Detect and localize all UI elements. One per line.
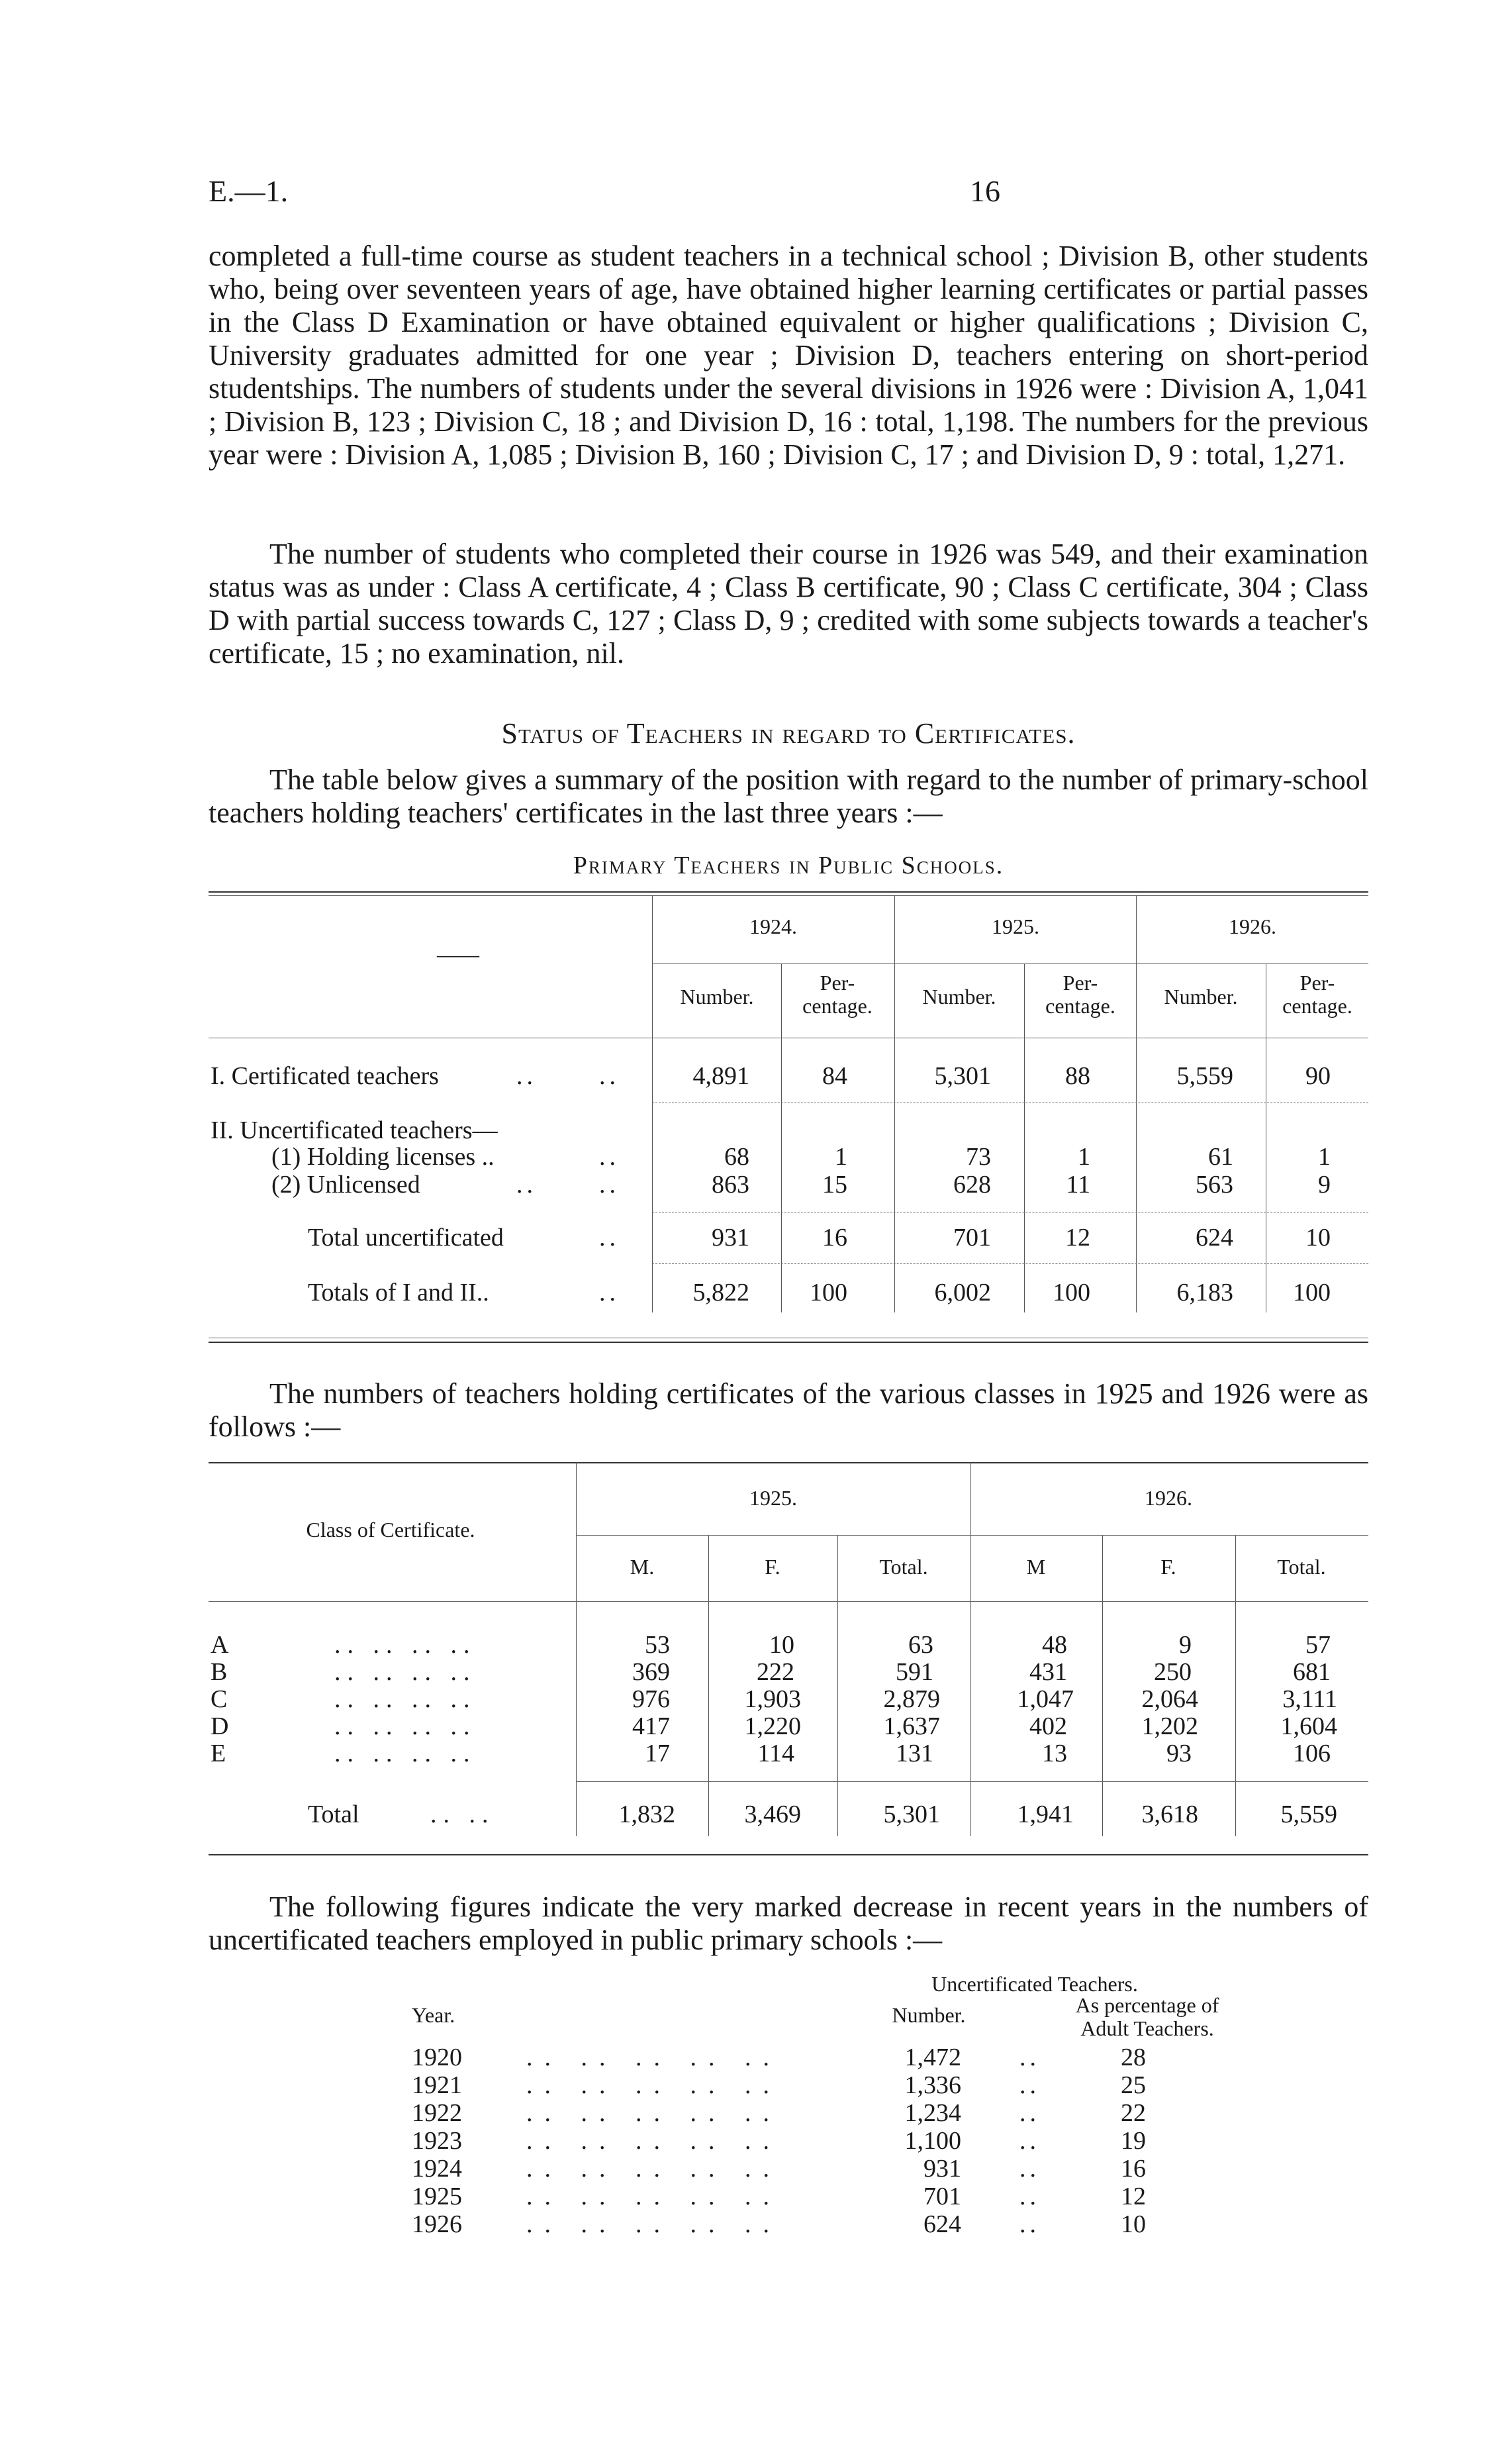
cell-value: 402 xyxy=(1029,1712,1067,1740)
table-bottom-rule xyxy=(209,1854,1368,1855)
row-year: 1922 xyxy=(412,2099,462,2127)
row-number: 1,234 xyxy=(904,2099,961,2127)
cell-value: 114 xyxy=(757,1740,794,1767)
cell-number: 6,183 xyxy=(1176,1279,1233,1306)
cell-value: 53 xyxy=(645,1631,670,1659)
cell-value: 250 xyxy=(1154,1658,1192,1686)
cell-value: 1,903 xyxy=(744,1685,801,1713)
row-year: 1921 xyxy=(412,2071,462,2099)
row-pct: 25 xyxy=(1121,2071,1146,2099)
leader-dots: .. xyxy=(599,1143,620,1171)
leader-dots: .. xyxy=(516,1171,537,1199)
col-pct-1925-line1: Per- xyxy=(1062,971,1098,995)
cell-pct: 15 xyxy=(822,1171,847,1199)
table-top-rule xyxy=(209,1462,1368,1463)
cell-number: 61 xyxy=(1208,1143,1233,1171)
cell-number: 5,822 xyxy=(692,1279,749,1306)
cell-number: 6,002 xyxy=(934,1279,991,1306)
page-number: 16 xyxy=(970,174,1000,208)
column-divider xyxy=(970,1462,971,1836)
year-header-1926: 1926. xyxy=(1145,1486,1192,1510)
row-number: 931 xyxy=(923,2155,961,2183)
stub-dash: —— xyxy=(437,942,479,966)
row-label-uncertificated: II. Uncertificated teachers— xyxy=(211,1116,498,1144)
leader-dots: .. .. .. .. .. xyxy=(526,2127,781,2155)
col-total-1925: Total. xyxy=(879,1555,928,1579)
cell-number: 931 xyxy=(712,1224,749,1252)
cell-value: 10 xyxy=(769,1631,794,1659)
cell-value: 3,111 xyxy=(1282,1685,1337,1713)
table-top-rule-inner xyxy=(209,895,1368,896)
header-bottom-rule xyxy=(209,1601,1368,1602)
document-reference: E.—1. xyxy=(209,174,289,208)
year-header-1925: 1925. xyxy=(749,1486,797,1510)
cell-value: 3,469 xyxy=(744,1800,801,1828)
col-number: Number. xyxy=(892,2003,966,2027)
leader-dots: .. xyxy=(1019,2044,1040,2071)
cell-pct: 90 xyxy=(1305,1062,1331,1090)
cell-value: 5,559 xyxy=(1280,1800,1337,1828)
row-label-holding-licenses: (1) Holding licenses .. xyxy=(271,1143,495,1171)
year-header-1926: 1926. xyxy=(1229,914,1276,938)
column-divider xyxy=(1235,1535,1236,1836)
row-year: 1923 xyxy=(412,2127,462,2155)
column-divider xyxy=(1024,963,1025,1312)
cell-pct: 100 xyxy=(1053,1279,1090,1306)
cell-number: 68 xyxy=(724,1143,749,1171)
col-number-1925: Number. xyxy=(922,985,996,1009)
cell-value: 93 xyxy=(1166,1740,1192,1767)
cell-value: 17 xyxy=(645,1740,670,1767)
cell-value: 3,618 xyxy=(1141,1800,1198,1828)
row-year: 1920 xyxy=(412,2044,462,2071)
col-number-1926: Number. xyxy=(1164,985,1238,1009)
leader-dots: .. xyxy=(599,1224,620,1252)
year-header-1925: 1925. xyxy=(992,914,1039,938)
leader-dots: .. xyxy=(1019,2127,1040,2155)
cell-value: 1,604 xyxy=(1280,1712,1337,1740)
cell-value: 13 xyxy=(1042,1740,1067,1767)
cell-number: 624 xyxy=(1196,1224,1233,1252)
cell-pct: 11 xyxy=(1066,1171,1090,1199)
col-year: Year. xyxy=(412,2003,455,2027)
cell-value: 48 xyxy=(1042,1631,1067,1659)
column-divider xyxy=(837,1535,838,1836)
col-f-1926: F. xyxy=(1160,1555,1176,1579)
col-pct-1926-line1: Per- xyxy=(1299,971,1335,995)
cell-number: 563 xyxy=(1196,1171,1233,1199)
cell-value: 2,879 xyxy=(883,1685,940,1713)
column-divider xyxy=(652,895,653,1312)
leader-dots: .. xyxy=(599,1062,620,1090)
col-pct-line1: As percentage of xyxy=(1075,1993,1219,2017)
leader-dots: .. .. xyxy=(430,1800,495,1828)
cell-value: 1,637 xyxy=(883,1712,940,1740)
col-class-of-certificate: Class of Certificate. xyxy=(306,1518,475,1542)
cell-value: 417 xyxy=(632,1712,670,1740)
cell-value: 1,941 xyxy=(1017,1800,1074,1828)
cell-pct: 9 xyxy=(1318,1171,1331,1199)
cell-value: 63 xyxy=(908,1631,933,1659)
row-label-class: C xyxy=(211,1685,228,1713)
leader-dots: .. xyxy=(1019,2183,1040,2210)
row-pct: 19 xyxy=(1121,2127,1146,2155)
cell-value: 369 xyxy=(632,1658,670,1686)
cell-pct: 100 xyxy=(810,1279,847,1306)
paragraph-divisions: completed a full-time course as student teachers in a technical school ; Division B, other students who, being over seventeen years of age, have obtained higher learning certificates or partial passes in the Class D Examination or have obtained equivalent or higher qualifications ; Division C, University graduates admitted for one year ; Division D, teachers entering on short-period studentships. The numbers of students under the several divisions in 1926 were : Division A, 1,041 ; Division B, 123 ; Division C, 18 ; and Division D, 16 : total, 1,198. The numbers for the previous year were : Division A, 1,085 ; Division B, 160 ; Division C, 17 ; and Division D, 9 : total, 1,271. xyxy=(209,240,1368,471)
column-divider xyxy=(576,1462,577,1836)
cell-pct: 16 xyxy=(822,1224,847,1252)
cell-value: 1,220 xyxy=(744,1712,801,1740)
leader-dots: .. .. .. .. .. xyxy=(526,2155,781,2183)
row-label-class: E xyxy=(211,1740,226,1767)
table-caption: Primary Teachers in Public Schools. xyxy=(573,852,1004,879)
row-number: 1,336 xyxy=(904,2071,961,2099)
section-heading: Status of Teachers in regard to Certificates. xyxy=(501,717,1076,750)
row-number: 1,472 xyxy=(904,2044,961,2071)
cell-pct: 88 xyxy=(1065,1062,1090,1090)
paragraph-decrease-intro: The following figures indicate the very marked decrease in recent years in the numbers of uncertificated teachers employed in public primary schools :— xyxy=(209,1891,1368,1956)
cell-value: 1,202 xyxy=(1141,1712,1198,1740)
row-number: 701 xyxy=(923,2183,961,2210)
cell-number: 4,891 xyxy=(692,1062,749,1090)
row-pct: 12 xyxy=(1121,2183,1146,2210)
cell-pct: 1 xyxy=(1318,1143,1331,1171)
col-total-1926: Total. xyxy=(1277,1555,1326,1579)
col-pct-1925-line2: centage. xyxy=(1045,994,1115,1018)
cell-value: 1,832 xyxy=(618,1800,675,1828)
col-f-1925: F. xyxy=(765,1555,780,1579)
col-m-1926: M xyxy=(1026,1555,1046,1579)
row-label-class: A xyxy=(211,1631,229,1659)
leader-dots: .. .. .. .. .. xyxy=(526,2210,781,2238)
leader-dots: .. xyxy=(1019,2099,1040,2127)
leader-dots: .. xyxy=(1019,2071,1040,2099)
paragraph-classes-intro: The numbers of teachers holding certificates of the various classes in 1925 and 1926 were as follows :— xyxy=(209,1377,1368,1443)
row-year: 1926 xyxy=(412,2210,462,2238)
cell-pct: 1 xyxy=(835,1143,847,1171)
row-label-class: D xyxy=(211,1712,229,1740)
cell-value: 222 xyxy=(757,1658,794,1686)
cell-number: 628 xyxy=(953,1171,991,1199)
cell-pct: 10 xyxy=(1305,1224,1331,1252)
row-number: 1,100 xyxy=(904,2127,961,2155)
cell-value: 106 xyxy=(1293,1740,1331,1767)
col-number-1924: Number. xyxy=(680,985,754,1009)
cell-value: 5,301 xyxy=(883,1800,940,1828)
leader-dots: .. xyxy=(599,1171,620,1199)
leader-dots: .. xyxy=(1019,2210,1040,2238)
cell-number: 5,301 xyxy=(934,1062,991,1090)
cell-value: 1,047 xyxy=(1017,1685,1074,1713)
column-divider xyxy=(708,1535,709,1836)
col-pct-1926-line2: centage. xyxy=(1282,994,1352,1018)
row-label-certificated: I. Certificated teachers xyxy=(211,1062,439,1090)
cell-pct: 12 xyxy=(1065,1224,1090,1252)
page-header xyxy=(209,173,1367,213)
row-year: 1924 xyxy=(412,2155,462,2183)
row-label-total-uncertificated: Total uncertificated xyxy=(308,1224,504,1252)
row-pct: 28 xyxy=(1121,2044,1146,2071)
column-divider xyxy=(894,895,895,1312)
leader-dots: .. .. .. .. xyxy=(334,1685,477,1713)
year-header-1924: 1924. xyxy=(749,914,797,938)
col-pct-1924-line2: centage. xyxy=(802,994,873,1018)
row-label-class: B xyxy=(211,1658,228,1686)
leader-dots: .. .. .. .. .. xyxy=(526,2099,781,2127)
row-number: 624 xyxy=(923,2210,961,2238)
cell-value: 591 xyxy=(896,1658,933,1686)
paragraph-examination-status: The number of students who completed their course in 1926 was 549, and their examination status was as under : Class A certificate, 4 ; Class B certificate, 90 ; Class C certificate, 304 ; Class D with partial success towards C, 127 ; Class D, 9 ; credited with some subjects towards a teacher's certificate, 15 ; no examination, nil. xyxy=(209,538,1368,669)
paragraph-table-intro: The table below gives a summary of the position with regard to the number of primary-school teachers holding teachers' certificates in the last three years :— xyxy=(209,764,1368,829)
row-pct: 22 xyxy=(1121,2099,1146,2127)
table-bottom-rule xyxy=(209,1342,1368,1343)
col-pct-1924-line1: Per- xyxy=(820,971,855,995)
leader-dots: .. .. .. .. xyxy=(334,1658,477,1686)
cell-number: 701 xyxy=(953,1224,991,1252)
cell-pct: 84 xyxy=(822,1062,847,1090)
row-rule xyxy=(652,1263,1368,1264)
column-divider xyxy=(1102,1535,1103,1836)
row-label-total: Total xyxy=(308,1800,359,1828)
leader-dots: .. xyxy=(1019,2155,1040,2183)
leader-dots: .. .. .. .. xyxy=(334,1631,477,1659)
leader-dots: .. .. .. .. xyxy=(334,1712,477,1740)
leader-dots: .. xyxy=(599,1279,620,1306)
column-divider xyxy=(781,963,782,1312)
cell-value: 2,064 xyxy=(1141,1685,1198,1713)
leader-dots: .. .. .. .. .. xyxy=(526,2071,781,2099)
leader-dots: .. .. .. .. xyxy=(334,1740,477,1767)
cell-pct: 100 xyxy=(1293,1279,1331,1306)
total-rule xyxy=(576,1781,1368,1782)
header-subrule xyxy=(576,1535,1368,1536)
leader-dots: .. .. .. .. .. xyxy=(526,2183,781,2210)
leader-dots: .. xyxy=(516,1062,537,1090)
cell-pct: 1 xyxy=(1078,1143,1090,1171)
cell-value: 9 xyxy=(1179,1631,1192,1659)
cell-value: 976 xyxy=(632,1685,670,1713)
cell-value: 131 xyxy=(896,1740,933,1767)
row-label-totals: Totals of I and II.. xyxy=(308,1279,489,1306)
cell-number: 73 xyxy=(966,1143,991,1171)
cell-value: 57 xyxy=(1305,1631,1331,1659)
table-top-rule xyxy=(209,891,1368,893)
leader-dots: .. .. .. .. .. xyxy=(526,2044,781,2071)
cell-number: 5,559 xyxy=(1176,1062,1233,1090)
row-pct: 16 xyxy=(1121,2155,1146,2183)
cell-value: 431 xyxy=(1029,1658,1067,1686)
row-year: 1925 xyxy=(412,2183,462,2210)
cell-number: 863 xyxy=(712,1171,749,1199)
col-m-1925: M. xyxy=(630,1555,655,1579)
column-divider xyxy=(1136,895,1137,1312)
group-header-uncertificated: Uncertificated Teachers. xyxy=(931,1972,1138,1996)
cell-value: 681 xyxy=(1293,1658,1331,1686)
row-pct: 10 xyxy=(1121,2210,1146,2238)
row-label-unlicensed: (2) Unlicensed xyxy=(271,1171,420,1199)
col-pct-line2: Adult Teachers. xyxy=(1080,2016,1214,2040)
header-subrule xyxy=(652,963,1368,964)
